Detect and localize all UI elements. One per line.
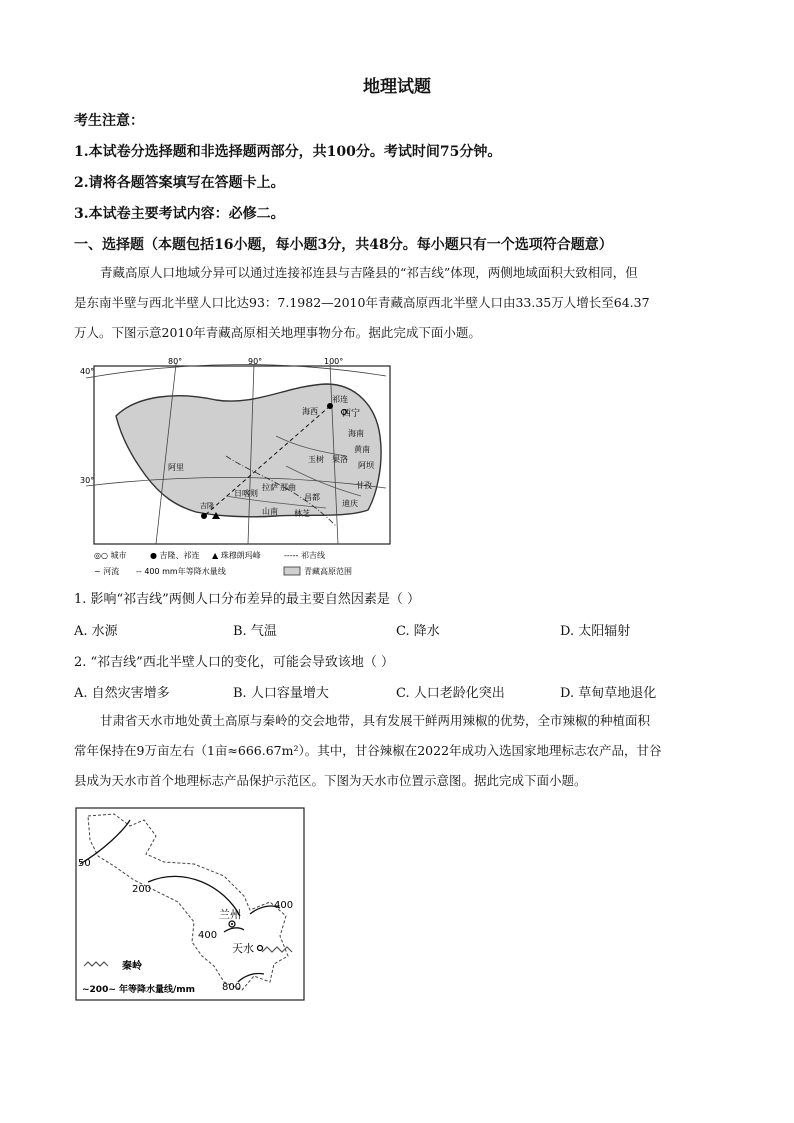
place-label: 那曲 <box>280 483 296 492</box>
jilong-dot <box>201 513 207 519</box>
tianshui-map <box>74 806 306 1002</box>
place-label: 山南 <box>262 507 278 516</box>
notice-item: 3.本试卷主要考试内容：必修二。 <box>74 206 285 222</box>
lon-label: 80° <box>168 357 183 366</box>
notice-heading: 考生注意： <box>74 113 144 129</box>
lon-label: 90° <box>248 357 263 366</box>
option: C. 人口老龄化突出 <box>396 686 505 701</box>
place-label: 林芝 <box>294 509 310 518</box>
isoline-label: 800 <box>222 982 242 993</box>
legend-item: ● 吉隆、祁连 <box>150 551 200 560</box>
page-title: 地理试题 <box>363 77 431 97</box>
place-label: 海南 <box>348 429 364 438</box>
lon-label: 100° <box>324 357 344 366</box>
isoline-label: 200 <box>132 884 152 895</box>
notice-item: 1.本试卷分选择题和非选择题两部分，共100分。考试时间75分钟。 <box>74 144 502 160</box>
legend-item: ▲ 珠穆朗玛峰 <box>212 551 261 560</box>
isoline-label: 50 <box>78 858 91 869</box>
legend-item: ◎○ 城市 <box>94 551 127 560</box>
place-label: 阿里 <box>168 463 184 472</box>
option: D. 太阳辐射 <box>560 624 631 639</box>
passage-line: 县成为天水市首个地理标志产品保护示范区。下图为天水市位置示意图。据此完成下面小题。 <box>74 773 587 788</box>
option: B. 气温 <box>233 624 277 639</box>
option: A. 水源 <box>74 624 118 639</box>
lat-label: 40° <box>80 367 95 376</box>
place-label: 阿坝 <box>358 461 374 470</box>
legend-swatch <box>284 567 300 575</box>
legend-item: ~200~ 年等降水量线/mm <box>82 985 196 995</box>
place-label: 日喀则 <box>234 489 258 498</box>
map-frame <box>76 808 304 1000</box>
option: B. 人口容量增大 <box>233 686 329 701</box>
place-label: 拉萨 <box>262 483 278 492</box>
option: D. 草甸草地退化 <box>560 686 657 701</box>
legend-item: -- 400 mm年等降水量线 <box>136 567 226 576</box>
legend-item: ~ 河流 <box>94 567 120 576</box>
lanzhou-city-dot <box>231 923 233 925</box>
legend-item: 青藏高原范围 <box>304 567 352 576</box>
option: A. 自然灾害增多 <box>74 686 170 701</box>
place-label: 海西 <box>302 407 318 416</box>
option: C. 降水 <box>396 624 440 639</box>
legend-item: ----- 祁吉线 <box>284 551 325 560</box>
question-stem: 2. “祁吉线”西北半壁人口的变化，可能会导致该地（ ） <box>74 655 394 670</box>
place-label: 祁连 <box>332 395 348 404</box>
passage-line: 常年保持在9万亩左右（1亩≈666.67m²）。其中，甘谷辣椒在2022年成功入选国家地理标志农产品，甘谷 <box>74 743 662 758</box>
place-label: 果洛 <box>332 455 348 464</box>
place-label: 甘孜 <box>356 481 372 490</box>
passage-line: 甘肃省天水市地处黄土高原与秦岭的交会地带，具有发展干鲜两用辣椒的优势，全市辣椒的种植面积 <box>100 713 651 728</box>
city-label: 兰州 <box>219 908 241 921</box>
passage-line: 青藏高原人口地域分异可以通过连接祁连县与吉隆县的“祁吉线”体现，两侧地域面积大致相同，但 <box>100 265 638 280</box>
isoline-label: 400 <box>198 930 218 941</box>
place-label: 玉树 <box>308 455 324 464</box>
isoline-label: 400 <box>274 900 294 911</box>
place-label: 黄南 <box>354 445 370 454</box>
legend-item: 秦岭 <box>122 961 142 972</box>
lat-label: 30° <box>80 476 95 485</box>
passage-line: 万人。下图示意2010年青藏高原相关地理事物分布。据此完成下面小题。 <box>74 325 481 340</box>
place-label: 迪庆 <box>342 499 358 508</box>
city-label: 天水 <box>232 942 254 955</box>
notice-item: 2.请将各题答案填写在答题卡上。 <box>74 175 285 191</box>
place-label: 西宁 <box>342 409 361 419</box>
passage-line: 是东南半壁与西北半壁人口比达93：7.1982—2010年青藏高原西北半壁人口由33.35万人增长至64.37 <box>74 295 650 310</box>
place-label: 吉隆 <box>200 502 214 510</box>
section-heading: 一、选择题（本题包括16小题，每小题3分，共48分。每小题只有一个选项符合题意） <box>74 237 613 253</box>
tibet-plateau-map <box>76 356 394 582</box>
place-label: 昌都 <box>304 493 320 502</box>
question-stem: 1. 影响“祁吉线”两侧人口分布差异的最主要自然因素是（ ） <box>74 592 420 607</box>
